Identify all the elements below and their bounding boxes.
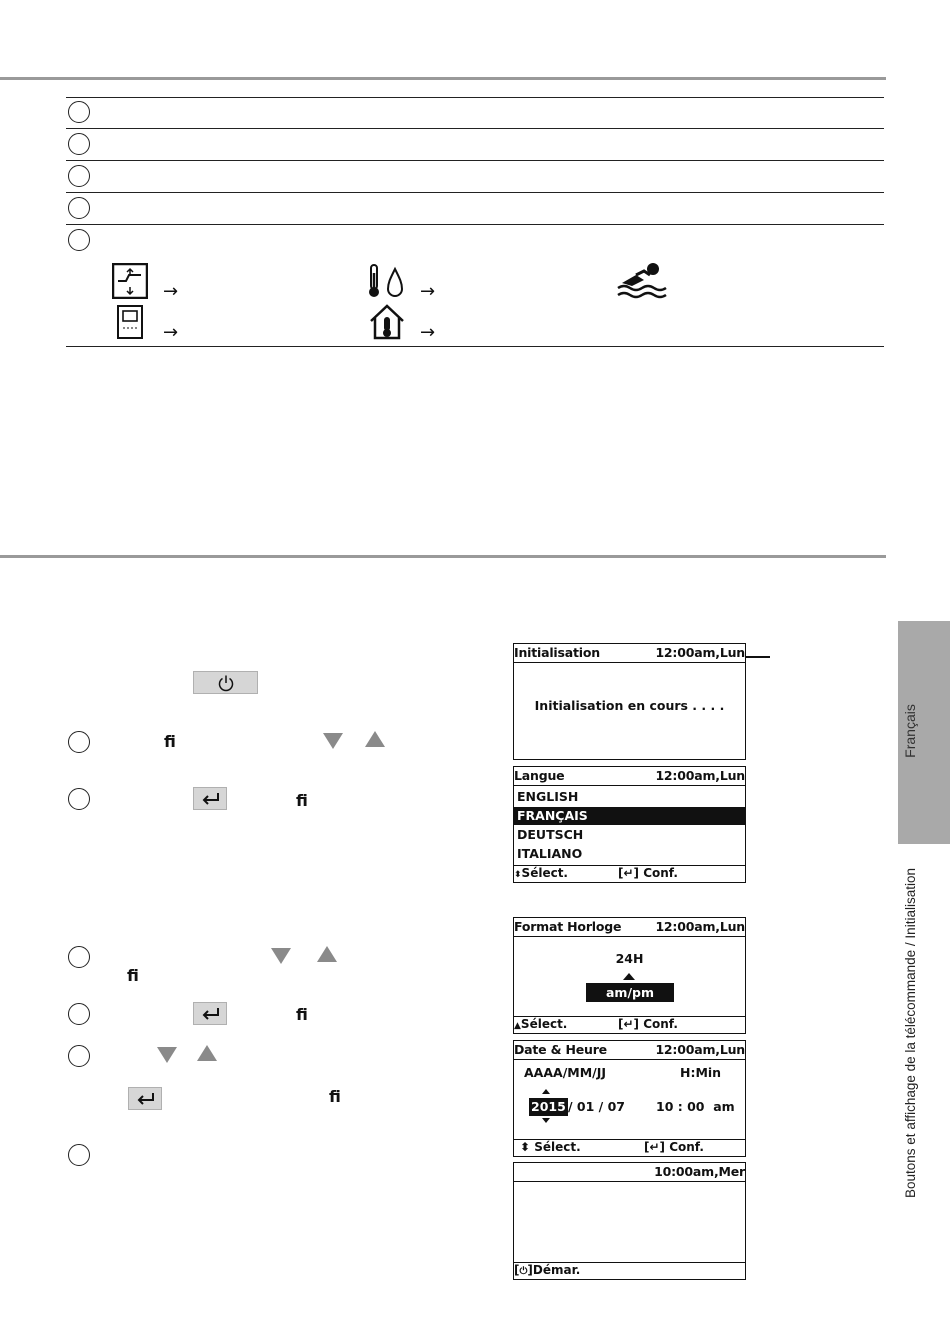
screen-clock: 12:00am,Lun [655, 919, 745, 934]
footer-select: ▲Sélect. [514, 1017, 568, 1031]
screen-clock: 12:00am,Lun [655, 768, 745, 783]
enter-button[interactable] [193, 787, 227, 810]
language-option[interactable]: ITALIANO [517, 846, 583, 861]
circle-marker-icon [68, 197, 90, 219]
up-triangle-icon [365, 731, 385, 747]
footer-confirm: [↵] Conf. [618, 866, 678, 880]
footer-select: ⬍Sélect. [514, 866, 568, 880]
lcd-footer [514, 1139, 745, 1156]
step-marker-icon [68, 731, 90, 753]
table-bottom-rule [66, 346, 884, 347]
time-format-label: H:Min [680, 1065, 722, 1080]
language-option[interactable]: DEUTSCH [517, 827, 584, 842]
step-marker-icon [68, 1045, 90, 1067]
arrow-right: → [163, 322, 179, 343]
thermometer-drop-icon [366, 263, 406, 299]
step-text-fragment: fi [329, 1087, 341, 1106]
footer-start: [⏻]Démar. [514, 1263, 581, 1277]
enter-icon [201, 792, 221, 806]
date-format-label: AAAA/MM/JJ [524, 1065, 607, 1080]
table-row-rule [66, 128, 884, 129]
date-rest-field[interactable]: / 01 / 07 [568, 1099, 625, 1114]
lcd-footer [514, 1016, 745, 1033]
lcd-language-screen [513, 766, 746, 883]
screen-title: Initialisation [514, 645, 600, 660]
language-option-selected[interactable]: FRANÇAIS [514, 807, 745, 825]
screen-title: Format Horloge [514, 919, 622, 934]
lcd-header [514, 644, 745, 663]
screen-title: Langue [514, 768, 565, 783]
lcd-header [514, 1163, 745, 1182]
enter-icon [201, 1007, 221, 1021]
screen-clock: 12:00am,Lun [655, 1042, 745, 1057]
enter-button[interactable] [193, 1002, 227, 1025]
step-marker-icon [68, 946, 90, 968]
side-section-label: Boutons et affichage de la télécommande / Initialisation [903, 868, 918, 1198]
lcd-initialisation-screen [513, 643, 746, 760]
lcd-clock-format-screen [513, 917, 746, 1034]
enter-button[interactable] [128, 1087, 162, 1110]
arrow-right: → [163, 281, 179, 302]
power-icon: ⏻ [519, 1266, 528, 1277]
power-icon [217, 674, 235, 692]
down-caret-icon [542, 1118, 550, 1123]
step-text-fragment: fi [164, 732, 176, 751]
arrow-right: → [420, 281, 436, 302]
table-row-rule [66, 224, 884, 225]
down-triangle-icon [157, 1047, 177, 1063]
enter-icon [136, 1092, 156, 1106]
down-triangle-icon [271, 948, 291, 964]
up-icon: ▲ [514, 1021, 521, 1031]
language-option[interactable]: ENGLISH [517, 789, 579, 804]
option-24h[interactable]: 24H [615, 951, 644, 966]
swimmer-icon [616, 262, 668, 300]
step-marker-icon [68, 1144, 90, 1166]
footer-select: ⬍ Sélect. [520, 1140, 581, 1154]
callout-line [746, 656, 770, 658]
circle-marker-icon [68, 229, 90, 251]
table-row-rule [66, 160, 884, 161]
lcd-date-time-screen [513, 1040, 746, 1157]
down-triangle-icon [323, 733, 343, 749]
step-text-fragment: fi [296, 791, 308, 810]
side-tab-label: Français [902, 704, 918, 758]
arrow-right: → [420, 322, 436, 343]
table-row-rule [66, 192, 884, 193]
pump-icon [112, 263, 148, 299]
lcd-header [514, 918, 745, 937]
step-marker-icon [68, 788, 90, 810]
lcd-header [514, 1041, 745, 1060]
lcd-footer [514, 865, 745, 882]
updown-icon: ⬍ [520, 1140, 531, 1154]
screen-clock: 10:00am,Mer [654, 1164, 745, 1179]
lcd-home-screen [513, 1162, 746, 1280]
up-triangle-icon [317, 946, 337, 962]
up-caret-icon [623, 973, 635, 980]
up-triangle-icon [197, 1045, 217, 1061]
up-caret-icon [542, 1089, 550, 1094]
step-text-fragment: fi [296, 1005, 308, 1024]
screen-title: Date & Heure [514, 1042, 607, 1057]
updown-icon: ⬍ [514, 870, 522, 880]
year-field-selected[interactable]: 2015 [531, 1099, 566, 1114]
step-text-fragment: fi [127, 966, 139, 985]
remote-control-icon [116, 304, 144, 340]
lcd-footer [514, 1262, 745, 1279]
time-field[interactable]: 10 : 00 am [656, 1099, 735, 1114]
top-section-rule [0, 77, 886, 80]
table-top-rule [66, 97, 884, 98]
power-button[interactable] [193, 671, 258, 694]
circle-marker-icon [68, 133, 90, 155]
screen-clock: 12:00am,Lun [655, 645, 745, 660]
init-message: Initialisation en cours . . . . [534, 698, 725, 713]
footer-confirm: [↵] Conf. [618, 1017, 678, 1031]
circle-marker-icon [68, 101, 90, 123]
section-rule [0, 555, 886, 558]
house-thermometer-icon [368, 303, 406, 341]
lcd-header [514, 767, 745, 786]
circle-marker-icon [68, 165, 90, 187]
option-ampm-selected[interactable]: am/pm [586, 983, 674, 1002]
footer-confirm: [↵] Conf. [644, 1140, 704, 1154]
step-marker-icon [68, 1003, 90, 1025]
